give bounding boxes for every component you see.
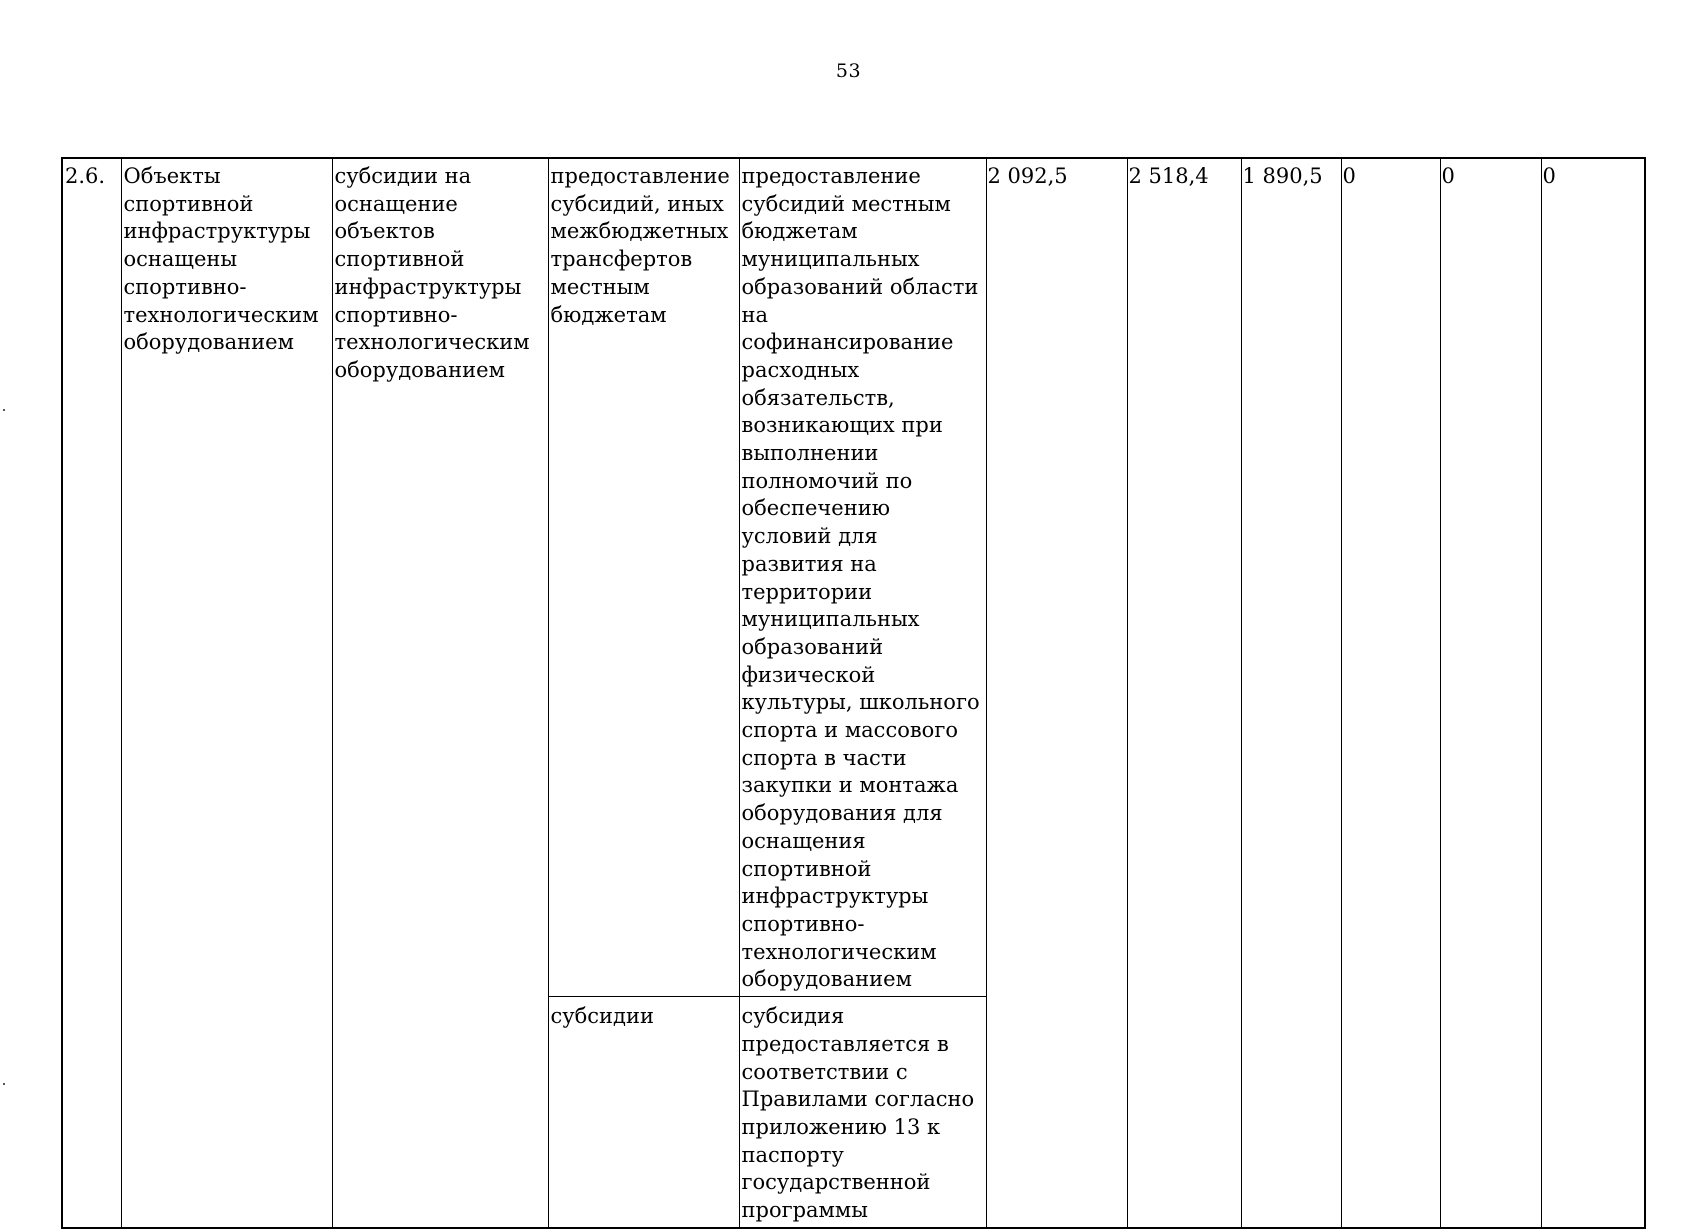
scan-mark (3, 409, 5, 411)
page-number: 53 (835, 60, 862, 82)
task-cell: Объекты спортивной инфраструктуры оснащены спортивно-технологическим оборудованием (121, 158, 332, 1228)
row-number-cell: 2.6. (62, 158, 121, 1228)
value-cell: 0 (1440, 158, 1541, 1228)
value-cell: 1 890,5 (1241, 158, 1341, 1228)
value-cell: 0 (1541, 158, 1645, 1228)
value-cell: 0 (1341, 158, 1440, 1228)
measure-cell: субсидии на оснащение объектов спортивной инфраструктуры спортивно-технологическим оборудованием (332, 158, 548, 1228)
description-cell: субсидия предоставляется в соответствии с Правилами согласно приложению 13 к паспорту государственной программы (739, 997, 986, 1228)
support-type-cell: субсидии (548, 997, 739, 1228)
description-cell: предоставление субсидий местным бюджетам муниципальных образований области на софинансирование расходных обязательств, возникающих при выполнении полномочий по обеспечению условий для развития на территории муниципальных образований физической культуры, школьного спорта и массового спорта в части закупки и монтажа оборудования для оснащения спортивной инфраструктуры спортивно-технологическим оборудованием (739, 158, 986, 997)
table-row (62, 158, 1645, 997)
value-cell: 2 092,5 (986, 158, 1127, 1228)
program-table (61, 157, 1646, 1229)
support-type-cell: предоставление субсидий, иных межбюджетных трансфертов местным бюджетам (548, 158, 739, 997)
scan-mark (3, 1083, 5, 1085)
value-cell: 2 518,4 (1127, 158, 1241, 1228)
